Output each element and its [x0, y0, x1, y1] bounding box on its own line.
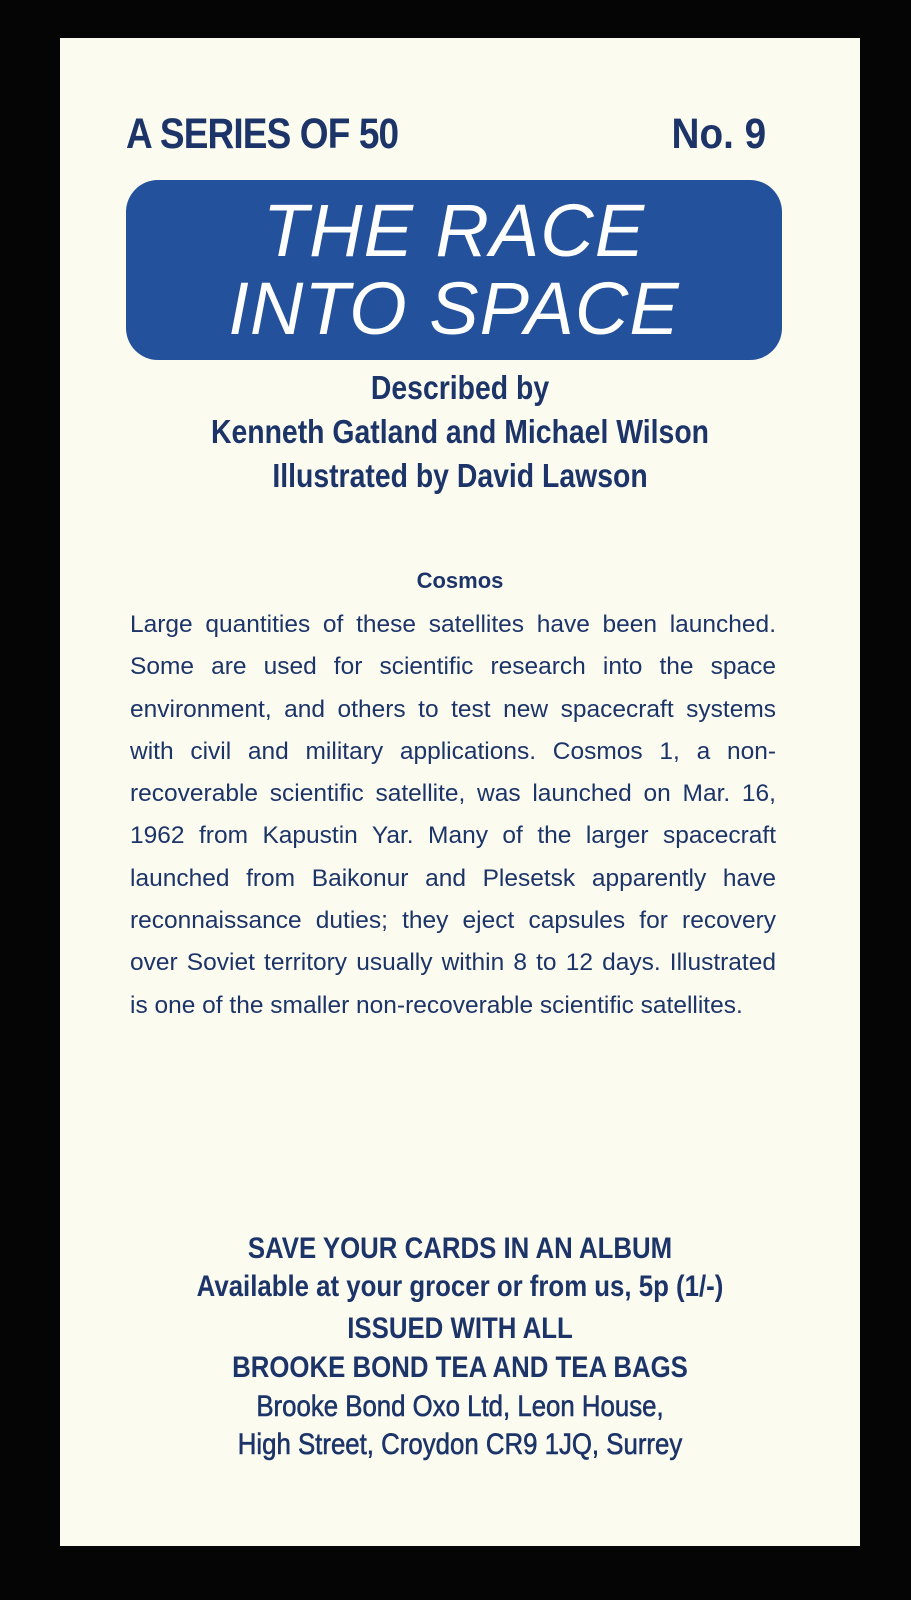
card-number: No. 9 — [671, 110, 766, 158]
authors: Kenneth Gatland and Michael Wilson — [210, 413, 710, 450]
address-line-2: High Street, Croydon CR9 1JQ, Surrey — [237, 1428, 683, 1461]
series-label: A SERIES OF 50 — [126, 110, 399, 158]
issued-line-2: BROOKE BOND TEA AND TEA BAGS — [232, 1351, 688, 1384]
section-title: Cosmos — [416, 568, 504, 593]
album-line: SAVE YOUR CARDS IN AN ALBUM — [247, 1232, 673, 1265]
footer — [90, 1230, 830, 1464]
header-row — [126, 110, 766, 170]
illustrator: Illustrated by David Lawson — [272, 457, 648, 494]
title-banner — [126, 180, 782, 360]
address-line-1: Brooke Bond Oxo Ltd, Leon House, — [256, 1390, 664, 1423]
described-by: Described by — [370, 369, 550, 406]
issued-line-1: ISSUED WITH ALL — [347, 1312, 573, 1345]
title-line-2: INTO SPACE — [228, 267, 680, 350]
card — [60, 38, 860, 1546]
credits — [100, 366, 820, 498]
body-text: Large quantities of these satellites have been launched. Some are used for scientific research into the space environment, and others to test new spacecraft systems with civil and military applications. Cosmos 1, a non-recoverable scientific satellite, was launched on Mar. 16, 1962 from Kapustin Yar. Many of the larger spacecraft launched from Baikonur and Plesetsk apparently have reconnaissance duties; they eject capsules for recovery over Soviet territory usually within 8 to 12 days. Illustrated is one of the smaller non-recoverable scientific satellites. — [130, 611, 776, 1019]
availability-line: Available at your grocer or from us, 5p (1/-) — [196, 1270, 724, 1303]
title-line-1: THE RACE — [262, 189, 646, 272]
